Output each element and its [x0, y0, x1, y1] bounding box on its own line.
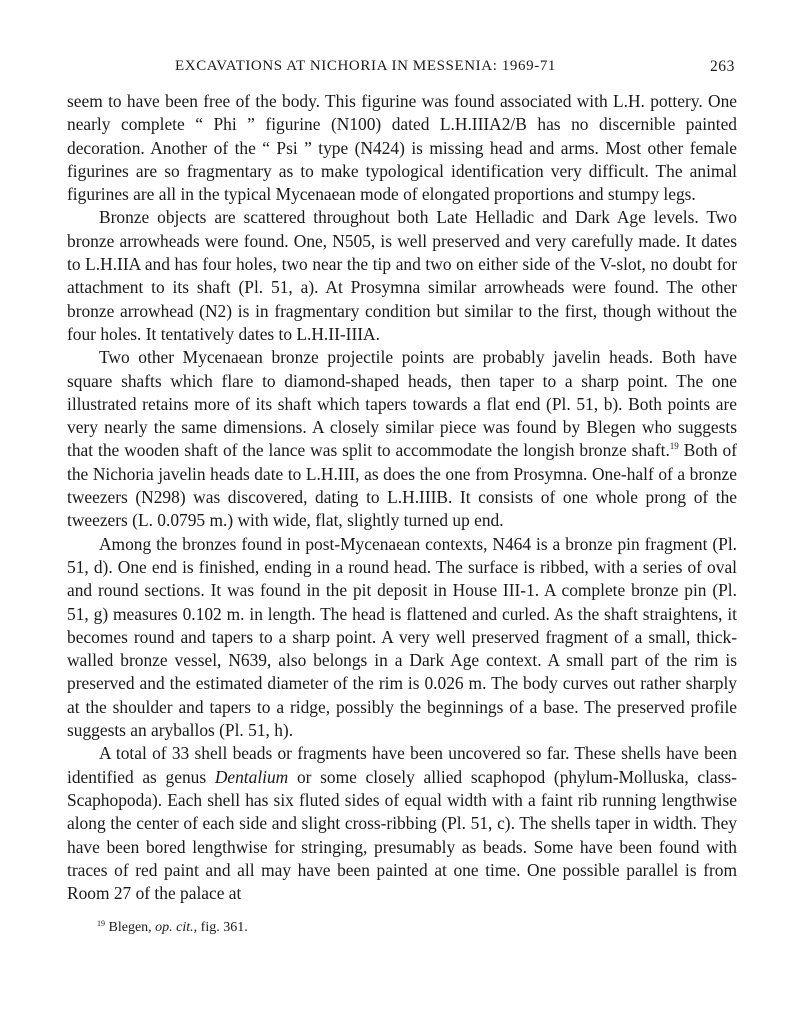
- paragraph-5: [67, 742, 737, 905]
- footnote-op-cit: op. cit.,: [155, 920, 198, 936]
- footnote-marker: 19: [97, 919, 105, 929]
- paragraph-2: Bronze objects are scattered throughout both Late Helladic and Dark Age levels. Two bronze arrowheads were found. One, N505, is well preserved and very carefully made. It dates to L.H.IIA and has four holes, two near the tip and two on either side of the V-slot, no doubt for attachment to its shaft (Pl. 51, a). At Prosymna similar arrowheads were found. The other bronze arrowhead (N2) is in fragmentary condition but similar to the first, though without the four holes. It tentatively dates to L.H.II-IIIA.: [67, 207, 737, 344]
- page: [67, 56, 737, 937]
- paragraph-3-text-cont: Both of the Nichoria javelin heads date to L.H.III, as does the one from Prosymna. One-half of a bronze tweezers (N298) was discovered, dating to L.H.IIIB. It consists of one whole prong of the tweezers (L. 0.0795 m.) with wide, flat, slightly turned up end.: [67, 440, 737, 531]
- footnote-ref-19[interactable]: 19: [669, 441, 679, 452]
- genus-dentalium: Dentalium: [214, 766, 289, 787]
- running-title: EXCAVATIONS AT NICHORIA IN MESSENIA: 1969-71: [175, 58, 557, 74]
- paragraph-3: [67, 346, 737, 532]
- paragraph-1: seem to have been free of the body. This figurine was found associated with L.H. pottery. One nearly complete “ Phi ” figurine (N100) dated L.H.IIIA2/B has no discernible painted decoration. Another of the “ Psi ” type (N424) is missing head and arms. Most other female figurines are so fragmentary as to make typological identification very difficult. The animal figurines are all in the typical Mycenaean mode of elongated proportions and stumpy legs.: [67, 91, 737, 205]
- page-number: 263: [709, 58, 735, 75]
- footnote-figure: fig. 361.: [200, 920, 248, 936]
- footnote-author: Blegen,: [108, 920, 152, 936]
- paragraph-5-text-cont: or some closely allied scaphopod (phylum-Molluska, class-Scaphopoda). Each shell has six fluted sides of equal width with a faint rib running lengthwise along the center of each side and slight cross-ribbing (Pl. 51, c). The shells taper in width. They have been bored lengthwise for stringing, presumably as beads. Some have been found with traces of red paint and all may have been painted at one time. One possible parallel is from Room 27 of the palace at: [67, 766, 737, 904]
- paragraph-5-text: A total of 33 shell beads or fragments have been uncovered so far. These shells have been identified as genus: [67, 743, 737, 787]
- paragraph-4: Among the bronzes found in post-Mycenaean contexts, N464 is a bronze pin fragment (Pl. 51, d). One end is finished, ending in a round head. The surface is ribbed, with a series of oval and round sections. It was found in the pit deposit in House III-1. A complete bronze pin (Pl. 51, g) measures 0.102 m. in length. The head is flattened and curled. As the shaft straightens, it becomes round and tapers to a sharp point. A very well preserved fragment of a small, thick-walled bronze vessel, N639, also belongs in a Dark Age context. A small part of the rim is preserved and the estimated diameter of the rim is 0.026 m. The body curves out rather sharply at the shoulder and tapers to a ridge, possibly the beginnings of a base. The preserved profile suggests an aryballos (Pl. 51, h).: [67, 533, 737, 741]
- running-head: [67, 56, 737, 80]
- footnote-19: [97, 919, 737, 937]
- body-text: [67, 90, 737, 905]
- paragraph-3-text: Two other Mycenaean bronze projectile points are probably javelin heads. Both have square shafts which flare to diamond-shaped heads, then taper to a sharp point. The one illustrated retains more of its shaft which tapers towards a flat end (Pl. 51, b). Both points are very nearly the same dimensions. A closely similar piece was found by Blegen who suggests that the wooden shaft of the lance was split to accommodate the longish bronze shaft.: [67, 347, 737, 461]
